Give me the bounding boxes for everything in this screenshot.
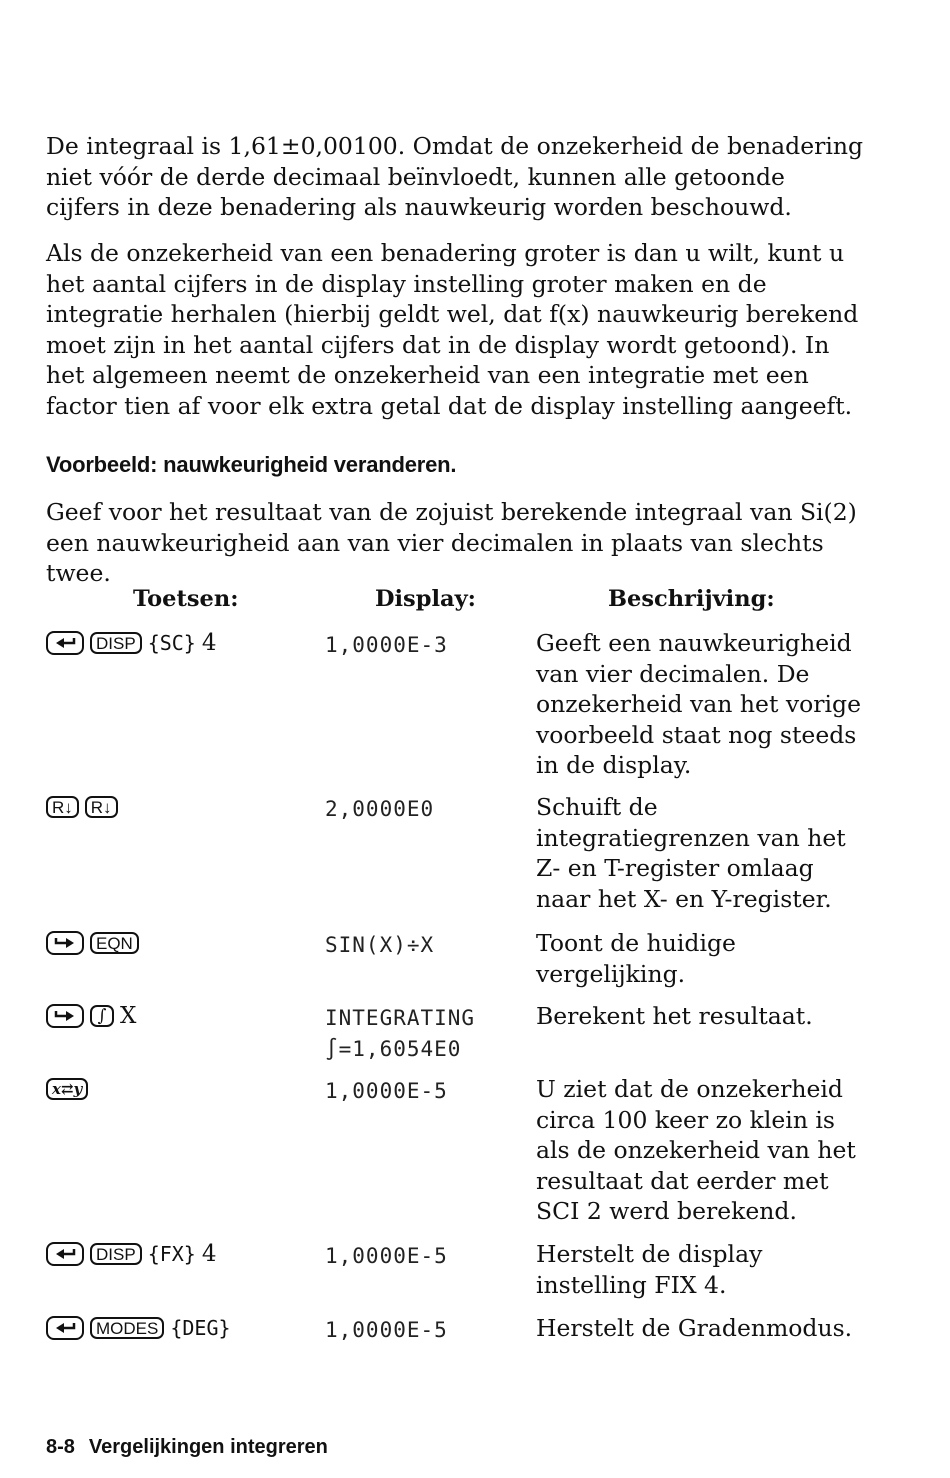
softkey-label: {FX} xyxy=(147,1242,196,1266)
left-shift-key-icon xyxy=(46,631,84,655)
key-sequence xyxy=(46,1001,136,1031)
eqn-key: EQN xyxy=(90,932,139,954)
softkey-label: {DEG} xyxy=(170,1316,231,1340)
key-digit: 4 xyxy=(201,1241,217,1267)
left-shift-key-icon xyxy=(46,1316,84,1340)
key-sequence xyxy=(46,1239,217,1269)
row-description: Schuift de integratiegrenzen van het Z- en T-register omlaag naar het X- en Y-register. xyxy=(536,793,846,913)
disp-key: DISP xyxy=(90,1243,142,1265)
row-description: Herstelt de Gradenmodus. xyxy=(536,1314,853,1342)
display-line-1: INTEGRATING xyxy=(325,1006,476,1030)
row-description: Geeft een nauwkeurigheid van vier decimalen. De onzekerheid van het vorige voorbeeld staat nog steeds in de display. xyxy=(536,629,861,780)
roll-down-key: R↓ xyxy=(46,796,79,818)
accuracy-paragraph: Als de onzekerheid van een benadering groter is dan u wilt, kunt u het aantal cijfers in de display instelling groter maken en de integratie herhalen (hierbij geldt wel, dat f(x) nauwkeurig berekend moet zijn in het aantal cijfers dat in de display wordt getoond). In het algemeen neemt de onzekerheid van een integratie met een factor tien af voor elk extra getal dat de display instelling aangeeft. xyxy=(46,239,859,420)
key-sequence xyxy=(46,1074,88,1104)
roll-down-key: R↓ xyxy=(85,796,118,818)
modes-key: MODES xyxy=(90,1317,164,1339)
display-readout: SIN(X)÷X xyxy=(325,933,435,957)
page-number: 8-8 xyxy=(46,1436,75,1458)
key-sequence xyxy=(46,928,139,958)
variable-x: X xyxy=(120,1003,137,1029)
key-sequence xyxy=(46,628,217,658)
left-shift-key-icon xyxy=(46,1242,84,1266)
right-shift-key-icon xyxy=(46,1004,84,1028)
key-digit: 4 xyxy=(201,630,217,656)
integrate-key: ∫ xyxy=(90,1005,114,1027)
row-description: Toont de huidige vergelijking. xyxy=(536,929,736,988)
key-sequence xyxy=(46,792,118,822)
display-readout xyxy=(325,1003,475,1064)
display-readout: 2,0000E0 xyxy=(325,797,435,821)
row-description: Herstelt de display instelling FIX 4. xyxy=(536,1240,763,1299)
display-column-header: Display: xyxy=(375,586,476,612)
example-paragraph: Geef voor het resultaat van de zojuist berekende integraal van Si(2) een nauwkeurigheid aan van vier decimalen in plaats van slechts twee. xyxy=(46,498,857,588)
display-readout: 1,0000E-3 xyxy=(325,633,448,657)
disp-key: DISP xyxy=(90,632,142,654)
row-description: U ziet dat de onzekerheid circa 100 keer zo klein is als de onzekerheid van het resultaat dat eerder met SCI 2 werd berekend. xyxy=(536,1075,856,1226)
right-shift-key-icon xyxy=(46,931,84,955)
display-readout: 1,0000E-5 xyxy=(325,1318,448,1342)
example-heading: Voorbeeld: nauwkeurigheid veranderen. xyxy=(46,452,457,477)
row-description: Berekent het resultaat. xyxy=(536,1002,813,1030)
key-sequence xyxy=(46,1313,231,1343)
display-readout: 1,0000E-5 xyxy=(325,1079,448,1103)
intro-paragraph: De integraal is 1,61±0,00100. Omdat de onzekerheid de benadering niet vóór de derde decimaal beïnvloedt, kunnen alle getoonde cijfers in deze benadering als nauwkeurig worden beschouwd. xyxy=(46,132,864,222)
chapter-title: Vergelijkingen integreren xyxy=(88,1436,328,1458)
page-footer xyxy=(46,1436,342,1459)
keys-column-header: Toetsen: xyxy=(133,586,239,612)
description-column-header: Beschrijving: xyxy=(608,586,775,612)
swap-xy-key: x⇄y xyxy=(46,1078,88,1100)
softkey-label: {SC} xyxy=(147,631,196,655)
display-readout: 1,0000E-5 xyxy=(325,1244,448,1268)
display-line-2: ∫=1,6054E0 xyxy=(325,1036,462,1061)
